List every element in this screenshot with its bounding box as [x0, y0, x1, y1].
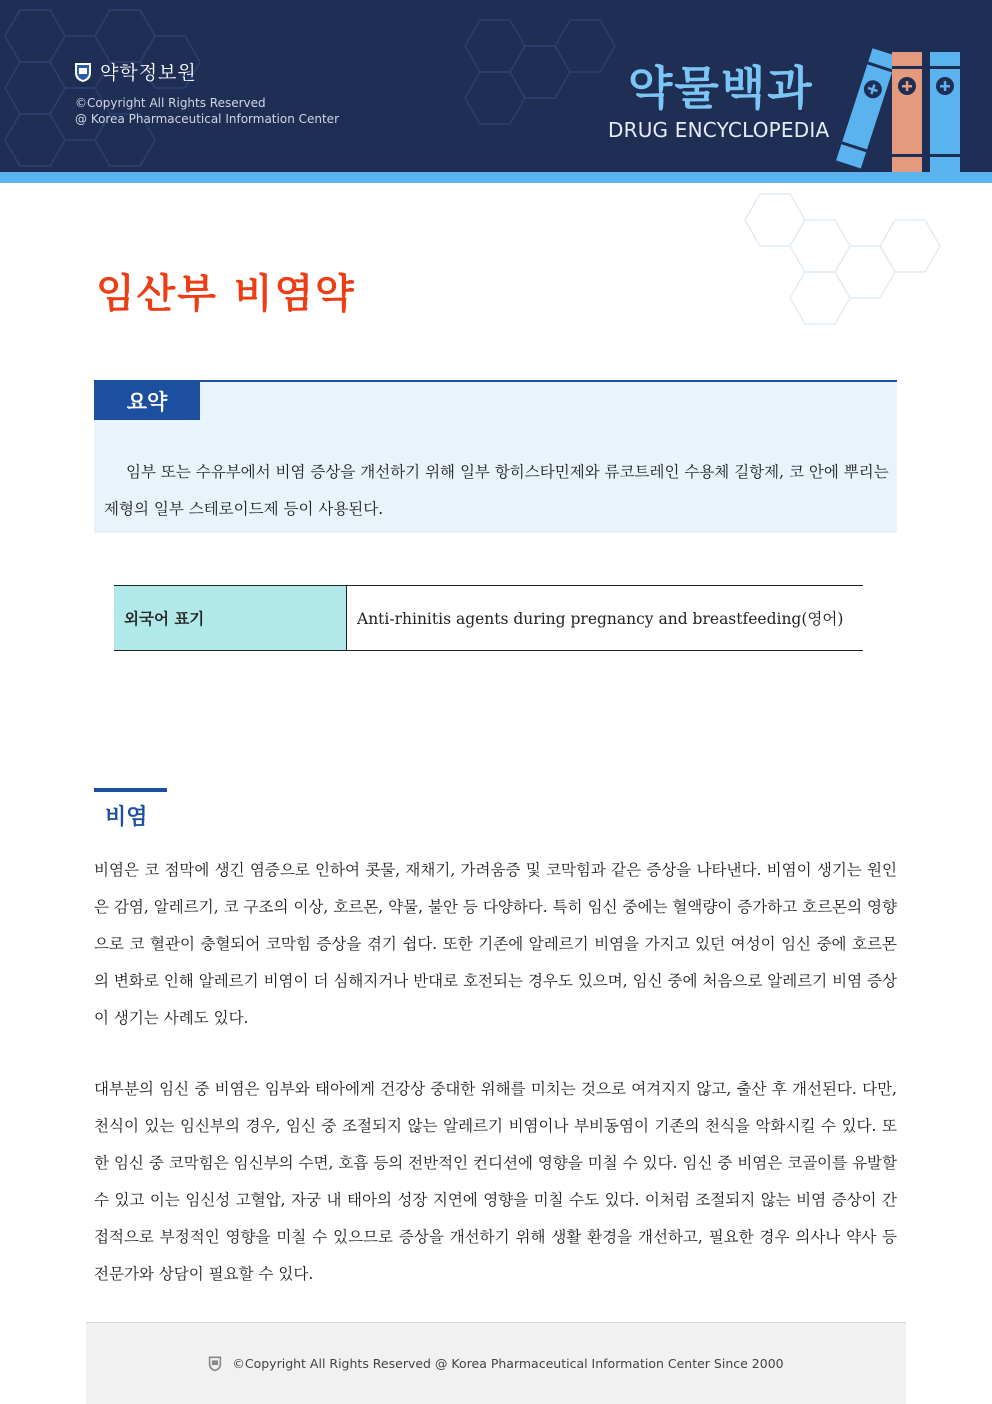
header-stripe	[0, 172, 992, 183]
encyclopedia-title-korean: 약물백과	[628, 61, 814, 115]
section-accent-bar	[94, 788, 167, 792]
section-paragraph: 대부분의 임신 중 비염은 임부와 태아에게 건강상 중대한 위해를 미치는 것으로 여겨지지 않고, 출산 후 개선된다. 다만, 천식이 있는 임신부의 경우, 임신 중 조절되지 않는 알레르기 비염이나 부비동염이 기존의 천식을 악화시킬 수 있다. 또한 임신 중 코막힘은 임신부의 수면, 호흡 등의 전반적인 컨디션에 영향을 미칠 수 있다. 임신 중 비염은 코골이를 유발할 수 있고 이는 임신성 고혈압, 자궁 내 태아의 성장 지연에 영향을 미칠 수도 있다. 이처럼 조절되지 않는 비염 증상이 간접적으로 부정적인 영향을 미칠 수 있으므로 증상을 개선하기 위해 생활 환경을 개선하고, 필요한 경우 의사나 약사 등 전문가와 상담이 필요할 수 있다.	[94, 1080, 897, 1283]
foreign-term-value: Anti-rhinitis agents during pregnancy and breastfeeding(영어)	[357, 610, 844, 628]
background-hex-decoration	[560, 184, 992, 354]
header-banner	[0, 0, 992, 172]
footer-copyright: ©Copyright All Rights Reserved @ Korea Pharmaceutical Information Center Since 2000	[232, 1356, 784, 1371]
shield-emblem-icon	[74, 61, 92, 83]
foreign-term-label: 외국어 표기	[114, 586, 347, 650]
foreign-term-table	[114, 585, 863, 651]
org-name: 약학정보원	[100, 62, 197, 84]
org-logo	[74, 58, 197, 85]
summary-text: 임부 또는 수유부에서 비염 증상을 개선하기 위해 일부 항히스타민제와 류코트레인 수용체 길항제, 코 안에 뿌리는 제형의 일부 스테로이드제 등이 사용된다.	[104, 463, 889, 518]
page-title: 임산부 비염약	[96, 271, 356, 317]
encyclopedia-title-english: DRUG ENCYCLOPEDIA	[608, 118, 830, 142]
summary-box	[94, 380, 897, 533]
shield-emblem-icon	[208, 1355, 222, 1372]
summary-heading: 요약	[94, 382, 200, 420]
books-illustration-icon	[818, 44, 968, 172]
section-paragraph: 비염은 코 점막에 생긴 염증으로 인하여 콧물, 재채기, 가려움증 및 코막힘과 같은 증상을 나타낸다. 비염이 생기는 원인은 감염, 알레르기, 코 구조의 이상, 호르몬, 약물, 불안 등 다양하다. 특히 임신 중에는 혈액량이 증가하고 호르몬의 영향으로 코 혈관이 충혈되어 코막힘 증상을 겪기 쉽다. 또한 기존에 알레르기 비염을 가지고 있던 여성이 임신 중에 호르몬의 변화로 인해 알레르기 비염이 더 심해지거나 반대로 호전되는 경우도 있으며, 임신 중에 처음으로 알레르기 비염 증상이 생기는 사례도 있다.	[94, 861, 897, 1027]
footer	[86, 1322, 906, 1404]
header-copyright-line2: @ Korea Pharmaceutical Information Center	[75, 112, 339, 126]
header-copyright-line1: ©Copyright All Rights Reserved	[75, 96, 266, 110]
section-heading: 비염	[105, 805, 148, 830]
